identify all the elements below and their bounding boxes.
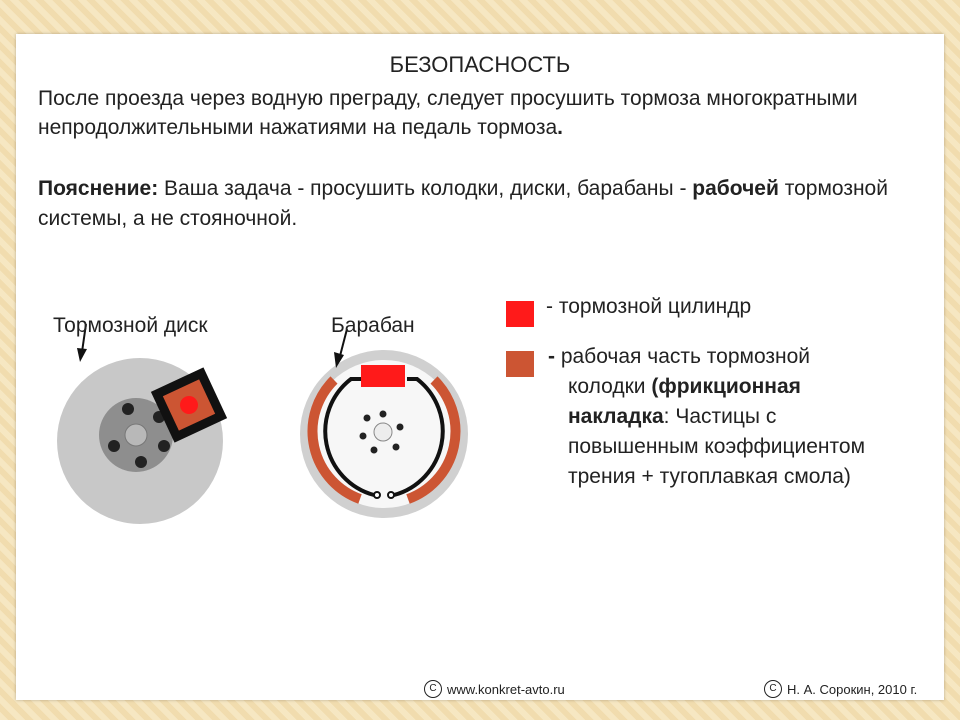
drum-bolt bbox=[397, 424, 404, 431]
drum-bolt bbox=[393, 444, 400, 451]
legend-lining-line5: трения + тугоплавкая смола) bbox=[568, 465, 851, 488]
legend-lining-line3-bold: накладка bbox=[568, 405, 664, 428]
legend-lining-line1: рабочая часть тормозной bbox=[560, 345, 811, 368]
disc-center bbox=[125, 424, 147, 446]
footer-author bbox=[764, 680, 917, 698]
copyright-icon: C bbox=[764, 680, 782, 698]
drum-cylinder bbox=[361, 365, 405, 387]
disc-label-arrowhead bbox=[77, 348, 87, 362]
legend-lining-line2: колодки bbox=[568, 375, 652, 398]
explanation-text-2: тормозной системы, а не стояночной. bbox=[38, 177, 888, 230]
drum-bolt bbox=[364, 415, 371, 422]
drum-bolt bbox=[360, 433, 367, 440]
footer-site bbox=[424, 680, 565, 698]
drum-bolt bbox=[371, 447, 378, 454]
drum-bolt bbox=[380, 411, 387, 418]
drum-hub bbox=[374, 423, 392, 441]
disc-bolt bbox=[108, 440, 120, 452]
legend-lining-swatch bbox=[506, 351, 534, 377]
rule-body: После проезда через водную преграду, следует просушить тормоза многократными непродолжительными нажатиями на педаль тормоза bbox=[38, 87, 858, 139]
shoe-pivot bbox=[388, 492, 394, 498]
legend-lining-line3: : Частицы с bbox=[663, 405, 777, 428]
disc-bolt bbox=[158, 440, 170, 452]
legend-lining-line2-bold: (фрикционная bbox=[651, 375, 801, 398]
explanation-text-1: Ваша задача - просушить колодки, диски, барабаны - bbox=[158, 177, 693, 200]
legend-lining-line4: повышенным коэффициентом bbox=[568, 435, 866, 458]
disc-bolt bbox=[135, 456, 147, 468]
legend-lining-text bbox=[548, 342, 938, 492]
explanation-label: Пояснение: bbox=[38, 177, 159, 200]
rule-end: . bbox=[557, 116, 563, 139]
drum-brake-drawing bbox=[300, 329, 468, 518]
slide bbox=[16, 34, 944, 700]
explanation-bold: рабочей bbox=[692, 177, 779, 200]
footer-author-text: Н. А. Сорокин, 2010 г. bbox=[787, 681, 918, 697]
disc-brake-drawing bbox=[57, 324, 227, 524]
legend-cylinder-swatch bbox=[506, 301, 534, 327]
copyright-icon: C bbox=[424, 680, 442, 698]
drum-brake-label: Барабан bbox=[331, 314, 415, 337]
legend-lining-dash: - bbox=[548, 345, 561, 368]
disc-brake-label: Тормозной диск bbox=[53, 314, 208, 337]
shoe-pivot bbox=[374, 492, 380, 498]
slide-title: БЕЗОПАСНОСТЬ bbox=[389, 52, 571, 77]
footer-site-text: www.konkret-avto.ru bbox=[447, 681, 565, 697]
disc-bolt bbox=[122, 403, 134, 415]
legend-cylinder-text: - тормозной цилиндр bbox=[546, 295, 752, 318]
